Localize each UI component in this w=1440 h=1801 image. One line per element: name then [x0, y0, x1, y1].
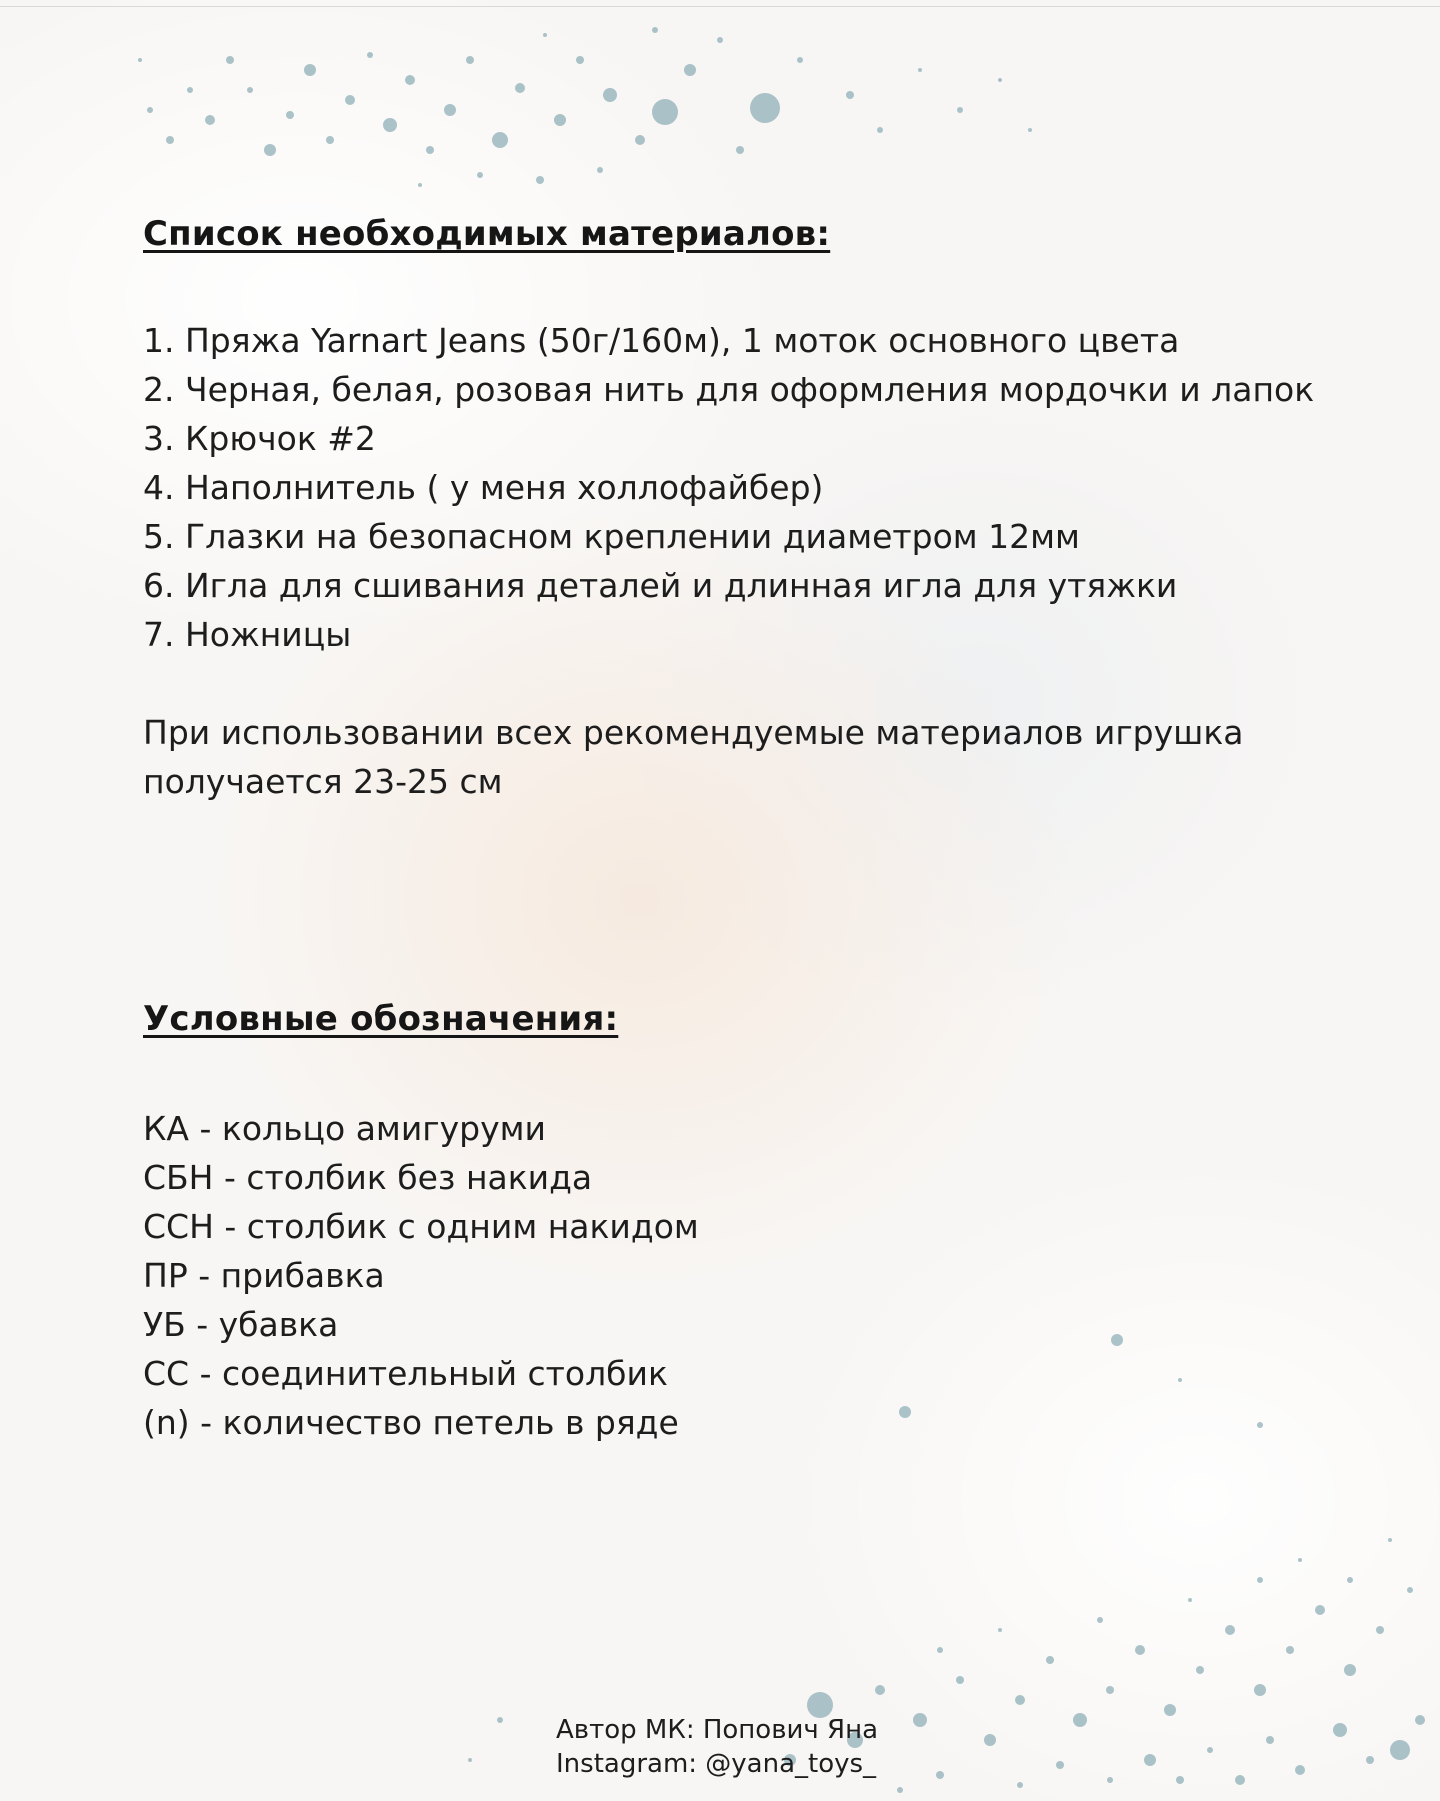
size-note — [143, 708, 1343, 806]
legend-heading: Условные обозначения: — [143, 999, 619, 1039]
list-item: 2. Черная, белая, розовая нить для оформления мордочки и лапок — [143, 370, 1315, 409]
materials-list — [143, 316, 1343, 659]
legend-item: УБ - убавка — [143, 1305, 339, 1344]
list-item: 7. Ножницы — [143, 615, 352, 654]
footer-credits — [556, 1713, 1056, 1781]
materials-heading: Список необходимых материалов: — [143, 214, 831, 254]
legend-item: СБН - столбик без накида — [143, 1158, 593, 1197]
instagram-handle: Instagram: @yana_toys_ — [556, 1749, 877, 1779]
legend-item: ССН - столбик с одним накидом — [143, 1207, 699, 1246]
author-credit: Автор МК: Попович Яна — [556, 1715, 879, 1745]
legend-item: ПР - прибавка — [143, 1256, 385, 1295]
list-item: 3. Крючок #2 — [143, 419, 376, 458]
legend-item: (n) - количество петель в ряде — [143, 1403, 679, 1442]
size-note-line: При использовании всех рекомендуемые материалов игрушка — [143, 713, 1244, 752]
size-note-line: получается 23-25 см — [143, 762, 503, 801]
content-area — [143, 212, 1343, 1447]
list-item: 1. Пряжа Yarnart Jeans (50г/160м), 1 моток основного цвета — [143, 321, 1180, 360]
list-item: 4. Наполнитель ( у меня холлофайбер) — [143, 468, 824, 507]
list-item: 5. Глазки на безопасном креплении диаметром 12мм — [143, 517, 1080, 556]
legend-item: СС - соединительный столбик — [143, 1354, 668, 1393]
legend-item: КА - кольцо амигуруми — [143, 1109, 546, 1148]
legend-list — [143, 1104, 1343, 1447]
list-item: 6. Игла для сшивания деталей и длинная игла для утяжки — [143, 566, 1178, 605]
